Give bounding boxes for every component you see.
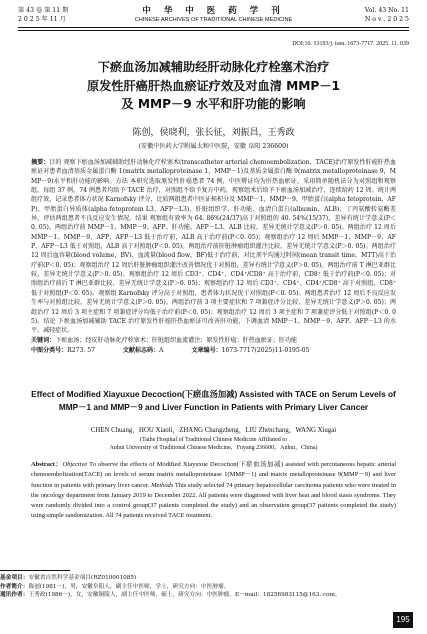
affiliation-en — [0, 436, 427, 453]
affiliation-cn: (安徽中医药大学附属太和中医院，安徽 阜阳 236600) — [138, 143, 289, 150]
affiliation-en-line: (Taihe Hospital of Traditional Chinese Medicine Affiliated to — [140, 437, 287, 443]
objective-label: Objective — [62, 461, 88, 468]
art-label: 文章编号： — [191, 347, 222, 354]
article-title-cn — [18, 58, 409, 114]
corr-text: 王秀政(1986－)，女，安徽铜陵人，副主任中医师，硕士，研究方向：中医肿瘤。E－mail：18256983115@163. com。 — [28, 592, 341, 599]
journal-header — [18, 6, 409, 32]
footnote-rule — [0, 570, 70, 571]
keywords-text: 下瘀血汤；经皮肝动脉化疗栓塞术；肝脏组织血流灌注；原发性肝癌；肝热血瘀证；肝功能 — [55, 337, 298, 344]
art-value: 1673-7717(2025)11-0195-05 — [221, 347, 310, 354]
authors-en: CHEN Chuang，HOU Xiaoli，ZHANG Changzheng，LIU Zhenchang，WANG Xiugai — [90, 427, 337, 434]
journal-name-en: CHINESE ARCHIVES OF TRADITIONAL CHINESE MEDICINE — [134, 17, 293, 23]
doc-label: 文献标志码： — [122, 347, 160, 354]
journal-name-cn: 中 华 中 医 药 学 刊 — [142, 6, 285, 16]
header-rule-thick — [18, 27, 409, 28]
article-title-en: Effect of Modified Xiayuxue Decoction(下瘀血汤加减) Assisted with TACE on Serum Levels of MMP－1 and MMP－9 and Liver Function in Patients with Primary Liver Cancer — [31, 389, 396, 412]
corresponding-note — [0, 591, 409, 600]
methods-label: Methods — [151, 481, 174, 489]
keywords-label: 关键词： — [31, 337, 56, 344]
methods-text: This study selected 74 primary hepatocellular carcinoma patients who were treated in the oncology department from January 2019 to December 2022. All patients were diagnosed with liver heat and blood stasis syndrome. They were randomly divided into a control group(37 patients completed the study) and an observation group(37 patients completed the study) using simple randomization. All 74 patients received TACE treatment. — [31, 481, 396, 520]
affiliation-en-line: Anhui University of Traditional Chinese Medicine，Fuyang 236600，Anhui，China) — [109, 445, 318, 452]
date-cn: 2 0 2 5 年 11 月 — [18, 16, 66, 23]
clc-label: 中图分类号： — [31, 347, 68, 354]
header-right — [365, 6, 409, 24]
abstract-en — [31, 460, 396, 522]
corr-label: 通讯作者： — [0, 592, 29, 599]
title-line: 下瘀血汤加减辅助经肝动脉化疗栓塞术治疗 — [97, 60, 330, 74]
abstract-cn — [31, 158, 396, 336]
volume-issue-cn: 第 43 卷 第 11 期 — [18, 7, 69, 14]
fund-label: 基金项目： — [0, 575, 29, 581]
page-number: 195 — [393, 612, 413, 628]
clc-number — [31, 347, 95, 354]
title-line: 原发性肝癌肝热血瘀证疗效及对血清 MMP－1 — [86, 78, 341, 93]
header-center — [18, 6, 409, 24]
footnotes — [0, 574, 409, 600]
author-note — [0, 583, 409, 592]
volume-issue-en: Vol. 43 No. 11 — [364, 7, 409, 14]
date-en: N o v . 2 0 2 5 — [364, 16, 409, 23]
header-rule-thin — [18, 30, 409, 31]
abstract-label: 摘要： — [31, 159, 50, 166]
abstract-en-label: Abstract： — [31, 461, 63, 468]
clc-value: R273. 57 — [67, 347, 95, 354]
classification-line — [31, 346, 396, 355]
fund-text: 安徽省自然科学基金项目(RZ010001085) — [28, 575, 137, 581]
abstract-text: 目的 观察下瘀血汤加减辅助经肝动脉化疗栓塞术(transcatheter arterial chemoembolization，TACE)治疗原发性肝癌肝热血瘀证对患者血清基质金属蛋白酶 1(matrix metalloproteinase 1，MMP－1)及基质金属蛋白酶 9(matrix metalloproteinase 9，MMP－9)水平和肝功能的影响。方法 本研究选取原发性肝癌患者 74 例，中医辨证均为肝热血瘀证，采用简单随机法分为对照组和观察组，每组 37 例。74 例患者均给予 TACE 治疗，对照组不给予复方中药，观察组术后给予下瘀血汤加减治疗，连续给药 12 周。统计两组疗效，记录患者体力状况 Karnofsky 评分，比较两组患者中医证候积分及 MMP－1、MMP－9、甲胎蛋白(alpha fetoprotein，AFP)、甲胎蛋白异质体(alpha fetoprotein L3，AFP－L3)、肝脏组织学、肝功能、血清白蛋白(albumin，ALB)、丁丙氨酸转氨酶差异，评估两组患者不良反应发生情况。结果 观察组有效率为 64. 86%(24/37)高于对照组的 40. 54%(15/37)，差异有统计学意义(P＜0. 05)。两组治疗前 MMP－1、MMP－9、AFP、肝功能、AFP－L3、ALB 比较，差异无统计学意义(P＞0. 05)。两组治疗 12 周后 MMP－1、MMP－9、AFP、AFP－L3 低于治疗前，ALB 高于治疗前(P＜0. 05)；观察组治疗 12 周后 MMP－1、MMP－9、AFP、AFP－L3 低于对照组，ALB 高于对照组(P＜0. 05)。两组治疗前肝脏肿瘤组织灌注比较，差异无统计学意义(P＞0. 05)。两组治疗 12 周后血容量(blood volume，BV)、血流量(blood flow，BF)低于治疗前，对比剂平均通过时间(mean transit time，MTT)高于治疗前(P＜0. 05)；观察组治疗 12 周后肝脏肿瘤组织灌注改善情况优于对照组，差异有统计学意义(P＞0. 05)。两组治疗前 T 淋巴亚群比较，差异无统计学意义(P＞0. 05)。观察组治疗 12 周后 CD3⁺、CD4⁺、CD4⁺/CD8⁺ 高于治疗前，CD8⁺ 低于治疗前(P＜0. 05)；对照组治疗前后 T 淋巴亚群比较，差异无统计学意义(P＞0. 05)；观察组治疗 12 周后 CD3⁺、CD4⁺、CD4⁺/CD8⁺ 高于对照组，CD8⁺ 低于对照组(P＜0. 05)。观察组 Karnofsky 评分高于对照组，患者体力状况优于对照组(P＜0. 05)。两组患者治疗 12 周后不良反应发生率与对照组比较，差异无统计学意义(P＞0. 05)。两组治疗前 3 项主要症状和 7 项兼症评分比较，差异无统计学意义(P＞0. 05)；两组治疗 12 周后 3 项主症和 7 项兼症评分均低于治疗前(P＜0. 05)；观察组治疗 12 周后 3 项主症和 7 项兼症评分低于对照组(P＜0. 05)。结论 下瘀血汤加减辅助 TACE 治疗原发性肝癌肝热血瘀证可改善肝功能，下调血清 MMP－1、MMP－9、AFP、AFP－L3 的水平，减轻症状。 — [31, 159, 396, 335]
authors-cn: 陈创，侯晓利，张长征，刘振昌，王秀政 — [132, 128, 295, 138]
doc-value: A — [159, 347, 164, 354]
fund-note — [0, 574, 409, 583]
objective-text: To observe the effects of Modified Xiayuxue Decoction(下瘀血汤加减) assisted with percutaneous hepatic arterial chemoembolization(TACE) on levels of serum matrix metalloproteinase 1(MMP－1) and matrix metalloproteinase 9(MMP－9) and liver function in patients with primary liver cancer. — [31, 461, 396, 489]
author-text: 陈创(1981－)，男，安徽阜阳人，副主任中医师，学士，研究方向：中医肿瘤。 — [28, 583, 230, 590]
doi: DOI:10. 13193/j. issn. 1673-7717. 2025. 11. 039 — [292, 41, 409, 47]
author-label: 作者简介： — [0, 583, 29, 590]
keywords-cn — [31, 336, 396, 345]
document-code — [123, 347, 164, 354]
article-number — [191, 347, 309, 354]
title-line: 及 MMP－9 水平和肝功能的影响 — [121, 97, 306, 111]
